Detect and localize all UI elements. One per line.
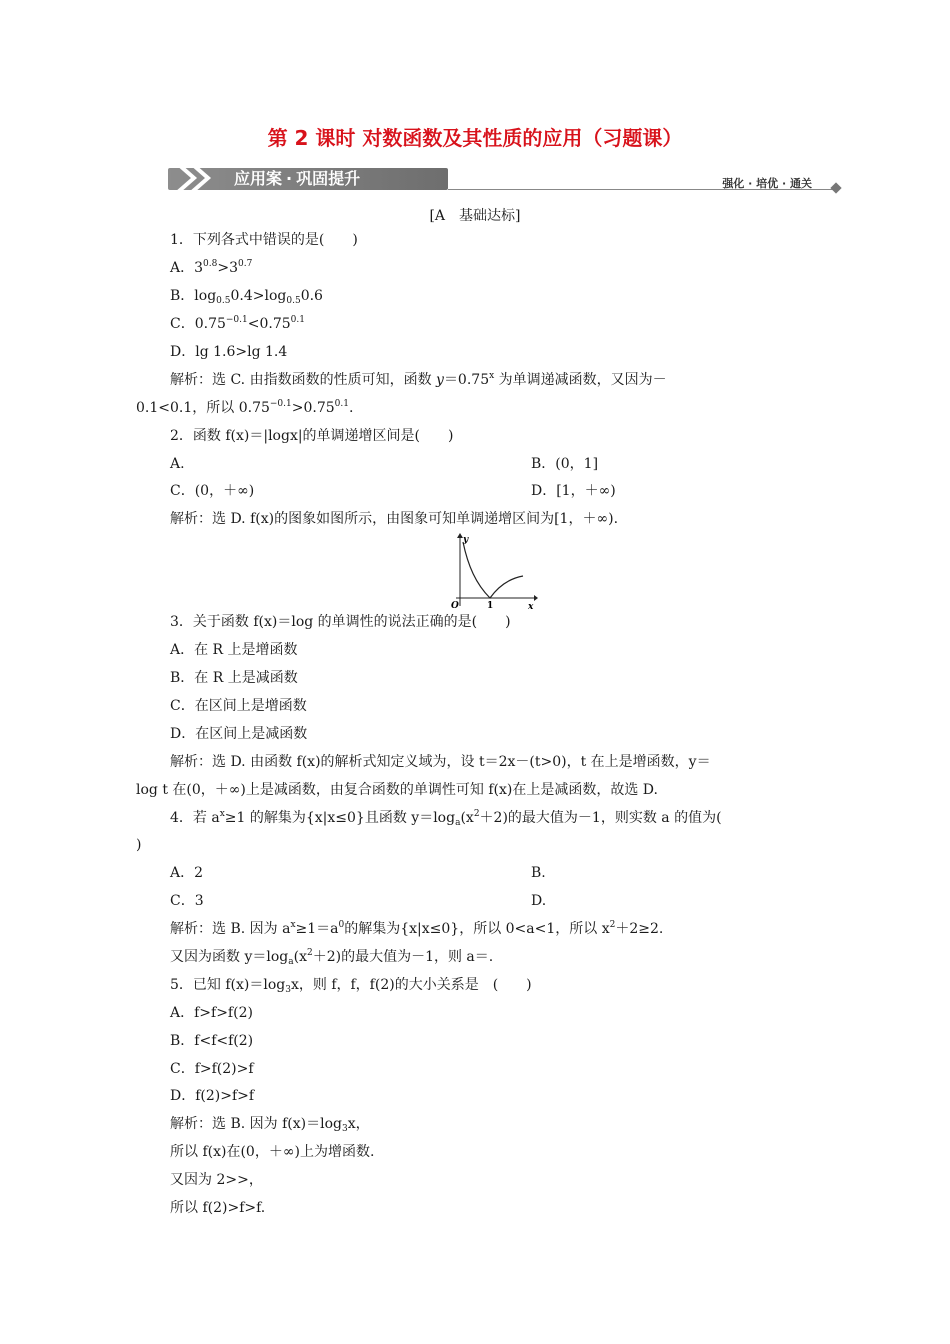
graph-curve <box>463 542 523 598</box>
q1-option-b <box>170 286 323 306</box>
q5-stem-b: x，则 f，f，f(2)的大小关系是 ( ) <box>290 977 532 993</box>
q3-answer-line1: 解析：选 D. 由函数 f(x)的解析式知定义域为，设 t＝2x－(t>0)，t 在上是增函数，y＝ <box>170 754 711 770</box>
q1-option-d: D．lg 1.6>lg 1.4 <box>170 344 288 360</box>
graph-y-label: y <box>463 535 469 545</box>
q1-answer-line2 <box>136 398 353 418</box>
q1-ans1-c: ＝0.75 <box>443 372 490 388</box>
q2-option-b: B．(0，1] <box>531 456 599 472</box>
section-banner <box>168 162 840 194</box>
q2-answer: 解析：选 D. f(x)的图象如图所示，由图象可知单调递增区间为[1，＋∞). <box>170 511 619 527</box>
q1-ans1-exp: x <box>489 371 495 381</box>
q4-option-d: D. <box>531 893 547 909</box>
q4-answer-line2 <box>170 947 493 967</box>
double-chevron-icon <box>174 162 224 194</box>
q4-stem <box>170 808 722 828</box>
q1-ans2-exp2: 0.1 <box>334 399 349 409</box>
q1-b-2: 0.4>log <box>230 288 287 304</box>
graph-x-arrow <box>534 595 538 601</box>
q5-option-b: B．f<f<f(2) <box>170 1033 254 1049</box>
q1-a-base: A．3 <box>170 260 204 276</box>
graph-origin-label: O <box>451 601 459 611</box>
q1-option-c <box>170 314 305 334</box>
q1-c-1: C．0.75 <box>170 316 226 332</box>
q4-ans2-sub: a <box>288 957 294 967</box>
q5-answer-line2: 所以 f(x)在(0，＋∞)上为增函数. <box>170 1144 375 1160</box>
q4-stem-c: (x <box>460 810 474 826</box>
q4-ans1-d: ＋2≥2. <box>615 921 664 937</box>
diamond-icon <box>830 182 841 193</box>
q1-c-exp1: −0.1 <box>225 315 248 325</box>
q5-ans1-a: 解析：选 B. 因为 f(x)＝log <box>170 1116 342 1132</box>
q1-b-sub1: 0.5 <box>216 296 231 306</box>
q3-stem: 3．关于函数 f(x)＝log 的单调性的说法正确的是( ) <box>170 614 511 630</box>
q5-answer-line3: 又因为 2>>， <box>170 1172 263 1188</box>
q4-ans2-exp: 2 <box>306 948 313 958</box>
q5-option-c: C．f>f(2)>f <box>170 1061 254 1077</box>
q1-option-a <box>170 258 252 278</box>
log-abs-graph <box>446 532 538 612</box>
q1-a-exp1: 0.8 <box>203 259 218 269</box>
q5-answer-line1 <box>170 1114 370 1134</box>
q1-ans2-a: 0.1<0.1，所以 0.75 <box>136 400 270 416</box>
q1-ans1-b: y <box>436 372 444 388</box>
q1-ans2-c: . <box>348 400 354 416</box>
banner-dot: · <box>286 169 293 188</box>
q4-stem-exp: x <box>219 809 225 819</box>
q4-ans1-c: 的解集为{x|x≤0}，所以 0<a<1，所以 x <box>344 921 610 937</box>
q1-a-mid: >3 <box>217 260 238 276</box>
q4-stem-b: ≥1 的解集为{x|x≤0}且函数 y＝log <box>224 810 456 826</box>
q5-stem-sub: 3 <box>285 985 291 995</box>
q1-ans1-a: 解析：选 C. 由指数函数的性质可知，函数 <box>170 372 437 388</box>
q4-option-a: A．2 <box>170 865 204 881</box>
q1-stem: 1．下列各式中错误的是( ) <box>170 232 358 248</box>
page-title: 第 2 课时 对数函数及其性质的应用（习题课） <box>267 126 683 150</box>
banner-text <box>234 169 360 189</box>
q3-option-c: C．在区间上是增函数 <box>170 698 307 714</box>
q5-option-a: A．f>f>f(2) <box>170 1005 253 1021</box>
q5-stem-a: 5．已知 f(x)＝log <box>170 977 286 993</box>
q4-option-b: B. <box>531 865 546 881</box>
q4-ans2-c: ＋2)的最大值为－1，则 a＝. <box>312 949 494 965</box>
q2-option-a: A. <box>170 456 185 472</box>
q1-b-3: 0.6 <box>300 288 323 304</box>
q4-ans2-b: (x <box>293 949 307 965</box>
q1-ans1-d: 为单调递减函数，又因为－ <box>494 372 667 388</box>
q4-answer-line1 <box>170 919 663 939</box>
q3-answer-line2: log t 在(0，＋∞)上是减函数，由复合函数的单调性可知 f(x)在上是减函数，故选 D. <box>136 782 658 798</box>
q5-ans1-sub: 3 <box>341 1124 348 1134</box>
q4-ans1-exp2: 0 <box>338 920 345 930</box>
q5-ans1-b: x， <box>347 1116 370 1132</box>
q2-option-d: D．[1，＋∞) <box>531 483 616 499</box>
q4-stem-exp2: 2 <box>473 809 480 819</box>
q2-stem: 2．函数 f(x)＝|logx|的单调递增区间是( ) <box>170 428 454 444</box>
q5-stem <box>170 975 532 995</box>
q1-ans2-exp1: −0.1 <box>269 399 292 409</box>
q4-stem-d: ＋2)的最大值为－1，则实数 a 的值为( <box>479 810 722 826</box>
q1-c-exp2: 0.1 <box>290 315 305 325</box>
q4-ans2-a: 又因为函数 y＝log <box>170 949 289 965</box>
q4-option-c: C．3 <box>170 893 204 909</box>
banner-label-a: 应用案 <box>234 169 283 188</box>
q1-answer-line1 <box>170 370 667 390</box>
graph-one-label: 1 <box>487 601 494 611</box>
section-heading: [A 基础达标] <box>429 208 521 224</box>
q1-a-exp2: 0.7 <box>238 259 253 269</box>
q4-ans1-exp3: 2 <box>609 920 616 930</box>
q5-answer-line4: 所以 f(2)>f>f. <box>170 1200 266 1216</box>
q1-ans2-b: >0.75 <box>291 400 335 416</box>
banner-tagline: 强化 · 培优 · 通关 <box>722 177 812 190</box>
banner-label-b: 巩固提升 <box>296 169 361 188</box>
q4-ans1-b: ≥1＝a <box>295 921 339 937</box>
graph-x-label: x <box>528 602 534 612</box>
q3-option-a: A．在 R 上是增函数 <box>170 642 298 658</box>
q5-option-d: D．f(2)>f>f <box>170 1088 255 1104</box>
q4-stem-line2: ) <box>136 837 142 853</box>
q3-option-b: B．在 R 上是减函数 <box>170 670 298 686</box>
q1-c-2: <0.75 <box>247 316 291 332</box>
q4-ans1-a: 解析：选 B. 因为 a <box>170 921 291 937</box>
q3-option-d: D．在区间上是减函数 <box>170 726 308 742</box>
q4-stem-a: 4．若 a <box>170 810 220 826</box>
q4-stem-sub: a <box>455 818 461 828</box>
q1-b-1: B．log <box>170 288 217 304</box>
q4-ans1-exp: x <box>290 920 296 930</box>
q2-option-c: C．(0，＋∞) <box>170 483 255 499</box>
q1-b-sub2: 0.5 <box>286 296 301 306</box>
